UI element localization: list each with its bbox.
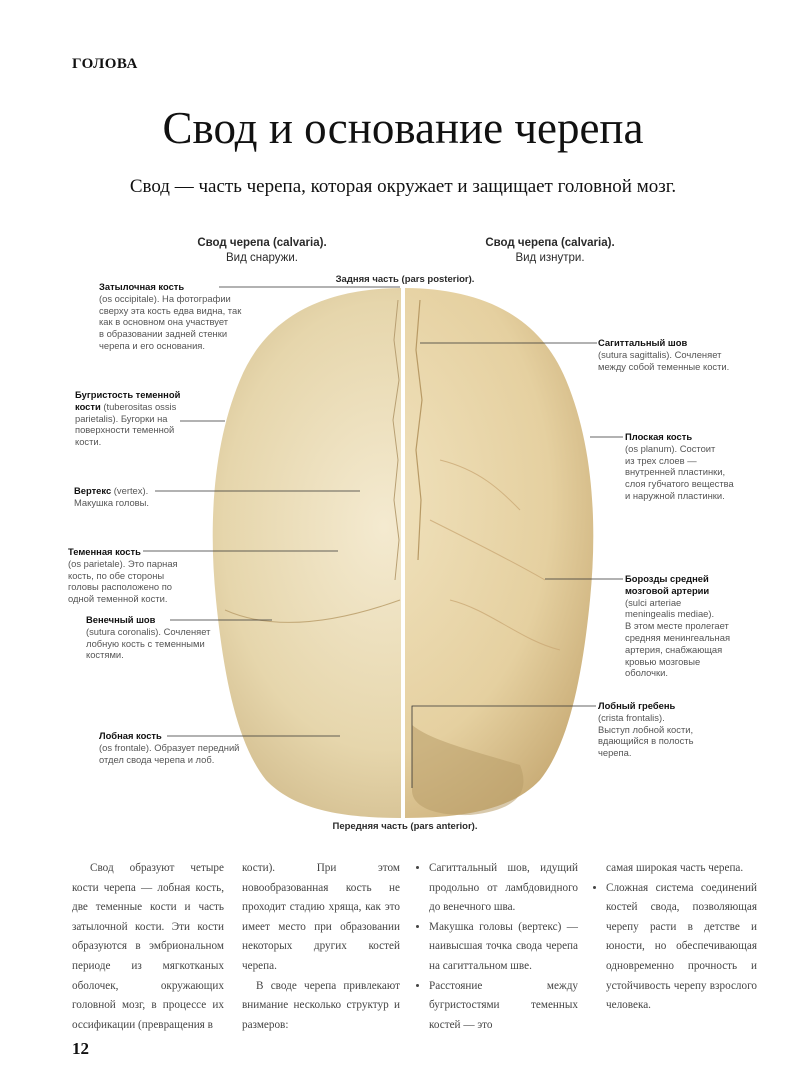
label-occipital-bone — [99, 281, 241, 352]
label-line: оболочки. — [625, 667, 669, 679]
label-line: артерия, снабжающая — [625, 643, 723, 655]
label-line: поверхности теменной — [75, 424, 175, 436]
view-name: Свод черепа (calvaria). — [485, 237, 615, 249]
label-line: черепа. — [598, 747, 632, 759]
label-line: (sutura coronalis). Сочленяет — [86, 625, 211, 637]
label-coronal-suture — [86, 614, 210, 661]
bullet-list — [418, 859, 578, 1035]
page-title: Свод и основание черепа — [162, 103, 644, 153]
page-number: 12 — [72, 1039, 89, 1058]
label-line: сверху эта кость едва видна, так — [99, 304, 242, 316]
label-heading: Теменная кость — [68, 546, 141, 557]
list-item: • Расстояние между бугристостями теменных костей — это — [429, 977, 578, 1036]
label-line: внутренней пластинки, — [625, 466, 726, 478]
anterior-label: Передняя часть (pars anterior). — [332, 821, 478, 832]
label-heading: Борозды средней — [625, 573, 709, 584]
paragraph: В своде черепа привлекают внимание несколько структур и размеров: — [242, 979, 400, 1031]
label-line: одной теменной кости. — [68, 593, 168, 605]
label-heading: Лобный гребень — [598, 700, 676, 711]
label-line: слоя губчатого вещества — [625, 478, 734, 490]
label-parietal-tuberosity — [75, 389, 180, 448]
label-line: кости. — [75, 436, 102, 448]
label-line: кровью мозговые — [625, 655, 701, 667]
label-line: meningealis mediae). — [625, 608, 715, 620]
label-line: головы расположено по — [68, 581, 172, 593]
paragraph: кости). При этом новообразованная кость не проходит стадию хряща, как это имеет место при образовании некоторых других костей черепа. — [242, 862, 400, 972]
label-heading: Вертекс — [74, 485, 112, 496]
list-item: • Макушка головы (вертекс) — наивысшая точка свода черепа на сагиттальном шве. — [429, 918, 578, 977]
label-line: (os planum). Состоит — [625, 442, 716, 454]
label-line: и наружной пластинки. — [625, 489, 725, 501]
body-column-1 — [72, 859, 224, 1035]
label-line: (crista frontalis). — [598, 711, 665, 723]
label-line: Макушка головы. — [74, 496, 150, 508]
label-line: из трех слоев — — [625, 454, 697, 466]
label-line: как в основном она участвует — [99, 316, 229, 328]
bullet-list — [595, 879, 757, 1016]
label-heading: мозговой артерии — [625, 584, 710, 596]
view-caption: Вид снаружи. — [226, 252, 298, 264]
paragraph: самая широкая часть черепа. — [606, 862, 744, 874]
label-line: (os parietale). Это парная — [68, 557, 178, 569]
posterior-label: Задняя часть (pars posterior). — [335, 274, 475, 285]
label-line: между собой теменные кости. — [598, 360, 730, 372]
label-middle-meningeal-grooves — [625, 573, 730, 679]
list-item: • Сагиттальный шов, идущий продольно от ламбдовидного до венечного шва. — [429, 859, 578, 918]
label-frontal-bone — [99, 730, 239, 765]
label-line: (os occipitale). На фотографии — [99, 292, 231, 304]
label-heading: кости — [75, 400, 101, 412]
label-line: лобную кость с теменными — [86, 637, 205, 649]
view-name: Свод черепа (calvaria). — [197, 237, 327, 249]
label-line: вдающийся в полость — [598, 735, 694, 747]
label-inline: (tuberositas ossis — [100, 400, 177, 412]
body-column-3 — [418, 859, 578, 1035]
label-line: В этом месте пролегает — [625, 620, 729, 632]
label-line: кость, по обе стороны — [68, 569, 165, 581]
label-line: (sutura sagittalis). Сочленяет — [598, 348, 722, 360]
label-flat-bone — [625, 431, 734, 502]
label-inline: (vertex). — [111, 485, 149, 496]
paragraph: Свод образуют четыре кости черепа — лобная кость, две теменные кости и часть затылочной кости. Эти кости образуются в эмбриональном периоде из мягкотканых оболочек, окружающих головной мозг, в процессе их оссификации (превращения в — [72, 862, 224, 1031]
label-heading: Плоская кость — [625, 431, 693, 442]
view-caption: Вид изнутри. — [515, 252, 585, 264]
page-subtitle: Свод — часть черепа, которая окружает и защищает головной мозг. — [129, 176, 677, 197]
label-line: отдел свода черепа и лоб. — [99, 753, 215, 765]
label-line: (sulci arteriae — [625, 596, 682, 608]
label-heading: Затылочная кость — [99, 281, 185, 292]
label-line: костями. — [86, 649, 124, 661]
label-frontal-crest — [598, 700, 693, 759]
section-header: ГОЛОВА — [72, 56, 138, 72]
label-line: в образовании задней стенки — [99, 328, 228, 340]
label-heading: Лобная кость — [99, 730, 162, 741]
label-heading: Сагиттальный шов — [598, 337, 688, 348]
label-vertex — [74, 485, 149, 509]
label-heading: Бугристость теменной — [75, 389, 181, 400]
label-line: parietalis). Бугорки на — [75, 412, 168, 424]
label-line: Выступ лобной кости, — [598, 723, 694, 735]
body-column-4 — [595, 859, 757, 1016]
label-line: средняя менингеальная — [625, 631, 731, 643]
label-sagittal-suture — [598, 337, 729, 372]
label-heading: Венечный шов — [86, 614, 156, 625]
label-parietal-bone — [68, 546, 178, 605]
body-column-2 — [242, 859, 400, 1035]
list-item: • Сложная система соединений костей свода, позволяющая черепу расти в детстве и юности, но обеспечивающая одновременно прочность и устойчивость черепу взрослого человека. — [606, 879, 757, 1016]
label-line: черепа и его основания. — [99, 339, 205, 351]
midline-divider — [401, 285, 405, 820]
label-line: (os frontale). Образует передний — [99, 741, 240, 753]
